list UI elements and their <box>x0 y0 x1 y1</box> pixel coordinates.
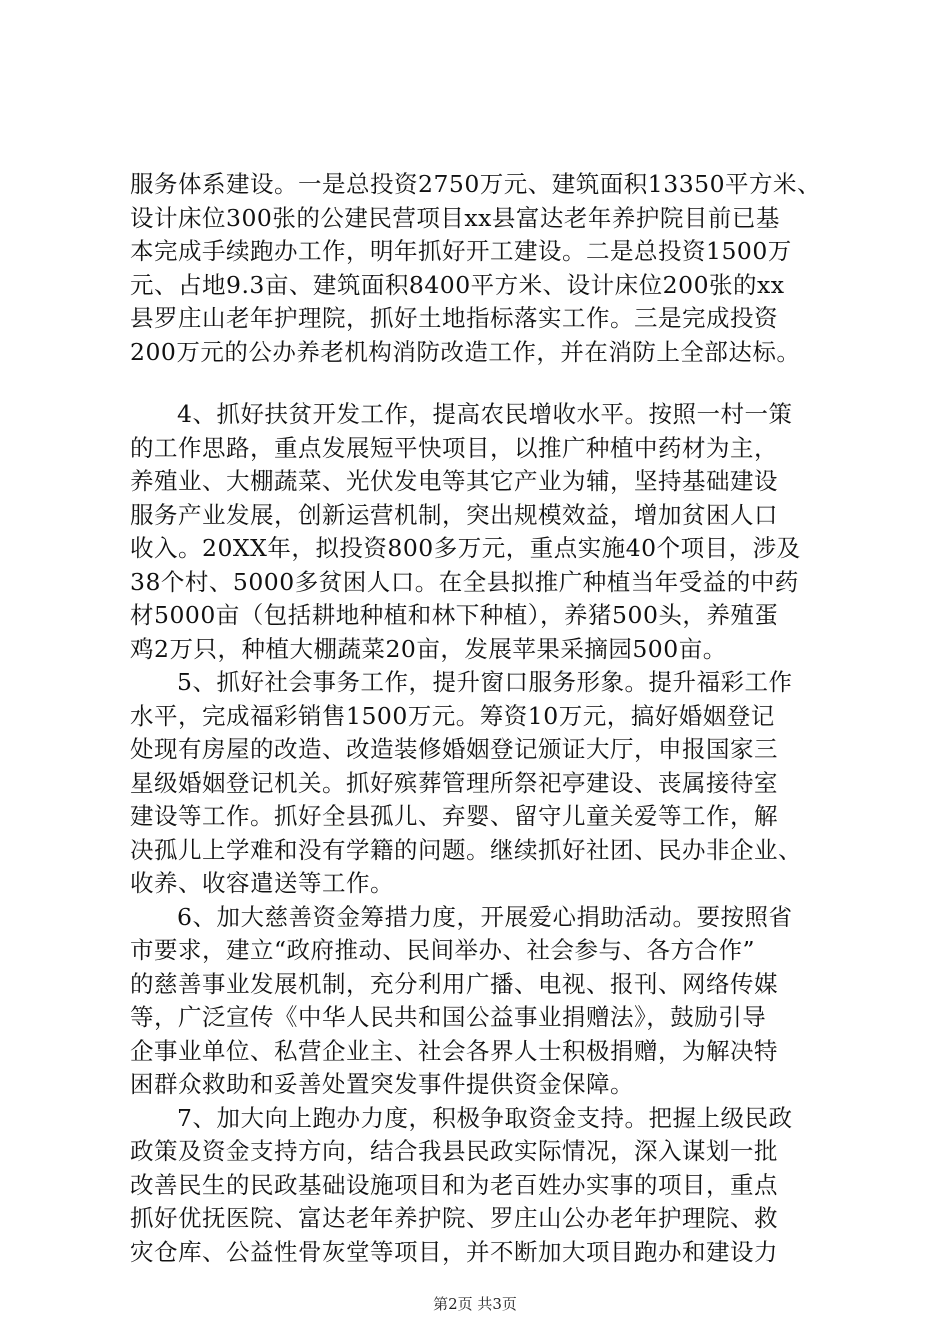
text-line: 38个村、5000多贫困人口。在全县拟推广种植当年受益的中药 <box>130 567 799 596</box>
text-line: 抓好优抚医院、富达老年养护院、罗庄山公办老年护理院、救 <box>130 1204 778 1232</box>
text-line: 收养、收容遣送等工作。 <box>130 869 394 897</box>
text-line: 建设等工作。抓好全县孤儿、弃婴、留守儿童关爱等工作，解 <box>130 802 778 830</box>
text-line: 收入。20XX年，拟投资800多万元，重点实施40个项目，涉及 <box>130 534 801 562</box>
text-line-first: 7、加大向上跑办力度，积极争取资金支持。把握上级民政 <box>177 1103 793 1132</box>
text-line: 鸡2万只，种植大棚蔬菜20亩，发展苹果采摘园500亩。 <box>130 634 727 663</box>
paragraph-funding-support <box>130 1102 828 1270</box>
paragraph-gap <box>130 369 828 398</box>
text-line: 元、占地9.3亩、建筑面积8400平方米、设计床位200张的xx <box>130 270 785 299</box>
text-line-first: 6、加大慈善资金筹措力度，开展爱心捐助活动。要按照省 <box>177 902 793 931</box>
text-line: 改善民生的民政基础设施项目和为老百姓办实事的项目，重点 <box>130 1170 778 1199</box>
text-line: 决孤儿上学难和没有学籍的问题。继续抓好社团、民办非企业、 <box>130 835 802 864</box>
text-line: 市要求，建立“政府推动、民间举办、社会参与、各方合作” <box>130 936 756 964</box>
text-line: 等，广泛宣传《中华人民共和国公益事业捐赠法》，鼓励引导 <box>130 1003 767 1031</box>
text-line: 的工作思路，重点发展短平快项目，以推广种植中药材为主， <box>130 433 778 462</box>
text-line: 服务产业发展，创新运营机制，突出规模效益，增加贫困人口 <box>130 500 778 529</box>
text-line: 本完成手续跑办工作，明年抓好开工建设。二是总投资1500万 <box>130 237 792 265</box>
text-line: 设计床位300张的公建民营项目xx县富达老年养护院目前已基 <box>130 203 780 232</box>
page-number-footer: 第2页 共3页 <box>433 1295 517 1313</box>
paragraph-social-affairs <box>130 666 828 901</box>
text-line: 县罗庄山老年护理院，抓好土地指标落实工作。三是完成投资 <box>130 304 778 332</box>
text-line: 困群众救助和妥善处置突发事件提供资金保障。 <box>130 1070 634 1098</box>
document-body <box>130 168 828 1269</box>
text-line: 的慈善事业发展机制，充分利用广播、电视、报刊、网络传媒 <box>130 969 778 998</box>
text-line: 水平，完成福彩销售1500万元。筹资10万元，搞好婚姻登记 <box>130 701 775 730</box>
paragraph-charity-funds <box>130 901 828 1102</box>
text-line: 星级婚姻登记机关。抓好殡葬管理所祭祀亭建设、丧属接待室 <box>130 768 778 797</box>
text-line-first: 4、抓好扶贫开发工作，提高农民增收水平。按照一村一策 <box>177 400 793 428</box>
text-line: 服务体系建设。一是总投资2750万元、建筑面积13350平方米、 <box>130 170 822 198</box>
text-line: 材5000亩（包括耕地种植和林下种植），养猪500头，养殖蛋 <box>130 601 779 629</box>
text-line: 企事业单位、私营企业主、社会各界人士积极捐赠，为解决特 <box>130 1036 778 1065</box>
text-line: 处现有房屋的改造、改造装修婚姻登记颁证大厅，申报国家三 <box>130 735 778 763</box>
text-line: 政策及资金支持方向，结合我县民政实际情况，深入谋划一批 <box>130 1137 778 1165</box>
text-line: 200万元的公办养老机构消防改造工作，并在消防上全部达标。 <box>130 337 801 366</box>
paragraph-poverty-alleviation <box>130 398 828 666</box>
text-line-first: 5、抓好社会事务工作，提升窗口服务形象。提升福彩工作 <box>177 668 793 696</box>
paragraph-service-system <box>130 168 828 369</box>
text-line: 养殖业、大棚蔬菜、光伏发电等其它产业为辅，坚持基础建设 <box>130 467 778 495</box>
text-line: 灾仓库、公益性骨灰堂等项目，并不断加大项目跑办和建设力 <box>130 1237 778 1266</box>
